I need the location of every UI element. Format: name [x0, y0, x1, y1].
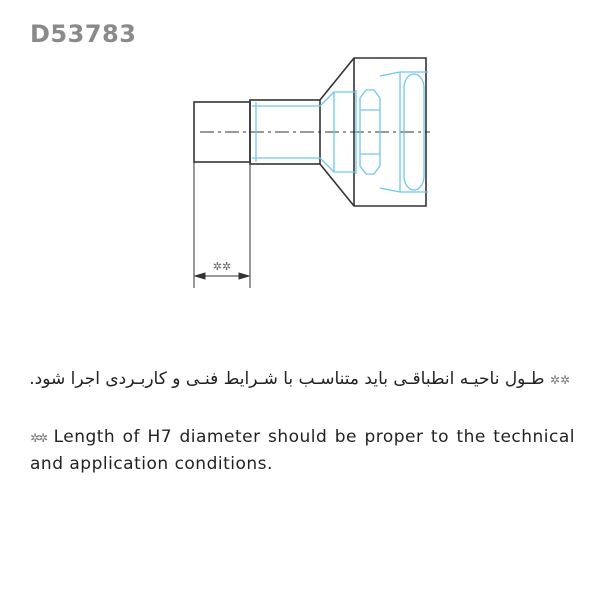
dimension-line — [195, 273, 249, 279]
persian-note-text: طـول ناحیـه انطباقـی باید متناسـب با شـرایط فنـی و کاربـردی اجرا شود. — [29, 369, 545, 389]
note-marker: ✲✲ — [30, 431, 47, 445]
dimension-marker: ✲✲ — [212, 260, 232, 273]
persian-note — [25, 366, 570, 394]
note-marker: ✲✲ — [549, 373, 570, 387]
product-code: D53783 — [30, 20, 137, 48]
english-note — [30, 424, 575, 477]
english-note-text: Length of H7 diameter should be proper to the technical and application conditions. — [30, 427, 576, 474]
